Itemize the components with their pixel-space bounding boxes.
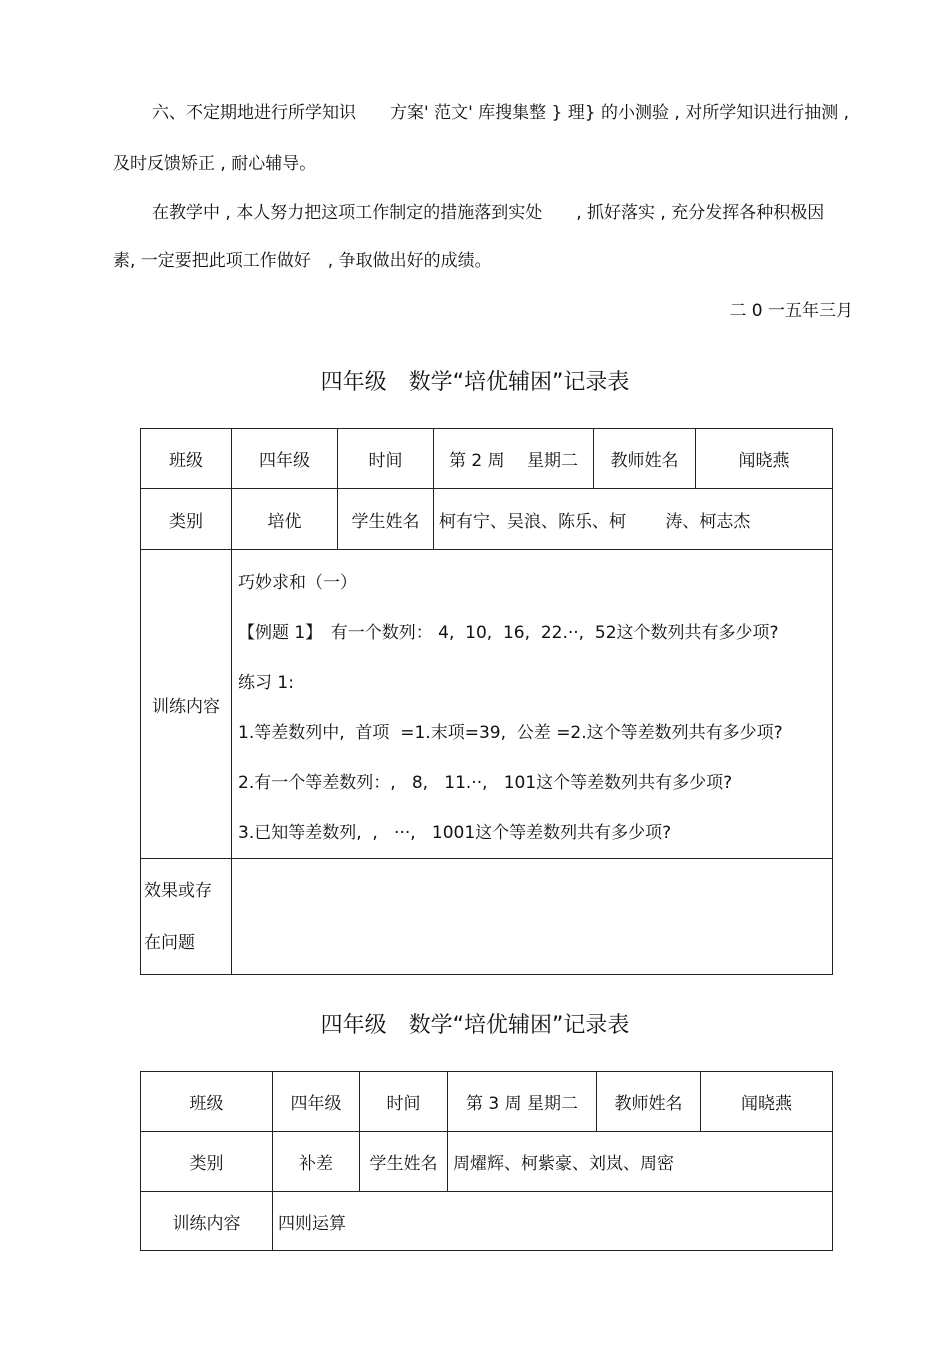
teacher-value: 闻晓燕 — [696, 429, 833, 489]
effect-label — [141, 859, 232, 975]
content-line: 1.等差数列中, 首项 =1.末项=39, 公差 =2.这个等差数列共有多少项? — [238, 723, 783, 743]
class-label: 班级 — [141, 1072, 273, 1132]
record-table-1 — [140, 428, 833, 975]
table2-title: 四年级 数学“培优辅困”记录表 — [320, 1013, 630, 1038]
time-value: 第 2 周 星期二 — [434, 429, 594, 489]
effect-value — [232, 859, 833, 975]
time-label: 时间 — [360, 1072, 448, 1132]
training-content: 四则运算 — [273, 1192, 833, 1251]
content-label: 训练内容 — [141, 550, 232, 859]
content-line: 2.有一个等差数列：, 8, 11.··, 101这个等差数列共有多少项? — [238, 773, 733, 793]
effect-label-line-2: 在问题 — [144, 932, 195, 953]
class-value: 四年级 — [232, 429, 338, 489]
student-value: 柯有宁、吴浪、陈乐、柯 涛、柯志杰 — [434, 489, 833, 550]
category-label: 类别 — [141, 489, 232, 550]
intro-paragraph-2-line-1: 在教学中 , 本人努力把这项工作制定的措施落到实处 , 抓好落实 , 充分发挥各种积极因 — [152, 203, 825, 223]
category-label: 类别 — [141, 1132, 273, 1192]
content-line: 练习 1: — [238, 673, 294, 693]
student-value: 周燿辉、柯紫豪、刘岚、周密 — [448, 1132, 833, 1192]
content-line: 巧妙求和（一） — [238, 573, 357, 593]
record-table-2 — [140, 1071, 833, 1251]
training-content — [232, 550, 833, 859]
document-date: 二 0 一五年三月 — [729, 301, 853, 321]
content-line: 3.已知等差数列, , ···, 1001这个等差数列共有多少项? — [238, 823, 672, 843]
effect-label-line-1: 效果或存 — [144, 880, 212, 901]
intro-paragraph-1-line-2: 及时反馈矫正 , 耐心辅导。 — [113, 154, 317, 174]
table1-title: 四年级 数学“培优辅困”记录表 — [320, 370, 630, 395]
intro-paragraph-2-line-2: 素, 一定要把此项工作做好 , 争取做出好的成绩。 — [113, 251, 492, 271]
category-value: 补差 — [273, 1132, 360, 1192]
category-value: 培优 — [232, 489, 338, 550]
class-value: 四年级 — [273, 1072, 360, 1132]
teacher-value: 闻晓燕 — [701, 1072, 833, 1132]
teacher-label: 教师姓名 — [594, 429, 696, 489]
student-label: 学生姓名 — [360, 1132, 448, 1192]
student-label: 学生姓名 — [338, 489, 434, 550]
intro-paragraph-1-line-1: 六、不定期地进行所学知识 方案' 范文' 库搜集整 } 理} 的小测验 , 对所学知识进行抽测 , — [152, 103, 850, 123]
content-line: 【例题 1】 有一个数列： 4, 10, 16, 22.··, 52这个数列共有多少项? — [238, 623, 779, 643]
time-label: 时间 — [338, 429, 434, 489]
teacher-label: 教师姓名 — [597, 1072, 701, 1132]
class-label: 班级 — [141, 429, 232, 489]
time-value: 第 3 周 星期二 — [448, 1072, 597, 1132]
content-label: 训练内容 — [141, 1192, 273, 1251]
